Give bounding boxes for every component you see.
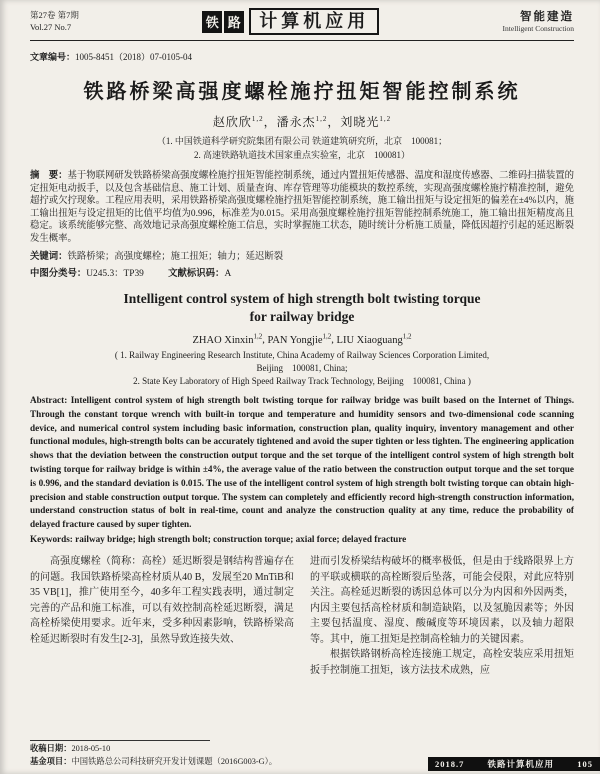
- clc-number: 中图分类号：U245.3：TP39: [30, 269, 144, 279]
- author-name: 潘永杰$^{1,2}$: [276, 115, 328, 129]
- journal-logo-char-2: 路: [224, 11, 244, 33]
- footnote: [30, 740, 330, 768]
- keywords-en: [30, 534, 574, 544]
- author-separator: ,: [262, 334, 268, 346]
- volume-info: [30, 10, 79, 33]
- article-number-label: 文章编号：: [30, 52, 76, 62]
- author-name-en: ZHAO Xinxin$^{1,2}$: [192, 332, 263, 346]
- abstract-label-en: Abstract:: [30, 395, 68, 406]
- clc-line: [30, 265, 574, 279]
- affiliations-en: [30, 349, 574, 388]
- footnote-divider: [30, 740, 210, 741]
- abstract-text-en: Intelligent control system of high strength bolt twisting torque for railway bridge was built based on the Internet of Things. Through the constant torque wrench with built-in torque and temperature and humidity sensors and two-dimensional code scanning device, and numerical control system including basic information, construction plan, quality inquiry, inventory management and other functional modules, high-strength bolts can be accurately tightened and avoid the super tighten or less tighten. The engineering application shows that the deviation between the construction output torque and the set torque of the intelligent control system of high strength bolt twisting torque for railway bridge is within ±4%, the average value of the ratio between the construction output torque and the set torque is 0.996, and the standard deviation is 0.015. The use of the intelligent control system of high strength bolt twisting torque can obtain high-precision and stable construction output torque. The system can completely and efficiently record high-strength construction information, understand construction status of bolt in real-time, count and analyze the construction quality at any time, reduce the probability of delayed fracture caused by super tighten.: [30, 395, 574, 530]
- volume-en: Vol.27 No.7: [30, 21, 72, 32]
- received-date-label: 收稿日期：: [30, 744, 72, 754]
- author-affiliation-sup: 1,2: [251, 115, 264, 123]
- footer-issue: 2018.7: [435, 759, 465, 769]
- keywords-text-cn: 铁路桥梁；高强度螺栓；施工扭矩；轴力；延迟断裂: [67, 252, 284, 262]
- abstract-label-cn: 摘 要：: [30, 171, 68, 181]
- abstract-cn: [30, 170, 574, 245]
- fund-project-value: 中国铁路总公司科技研究开发计划课题（2016G003-G）。: [71, 756, 278, 766]
- author-affiliation-sup: 1,2: [402, 332, 412, 341]
- body-paragraph: 进而引发桥梁结构破坏的概率极低，但是由于线路限界上方的平联或横联的高栓断裂后坠落，可能会侵限，对此应特别关注。高栓延迟断裂的诱因总体可以分为内因和外因两类，内因主要包括高栓材质和制造缺陷，以及氢脆因素等；外因主要包括温度、湿度、酸碱度等环境因素，以及轴力超限等。其中，施工扭矩是控制高栓轴力的关键因素。: [310, 556, 574, 645]
- abstract-text-cn: 基于物联网研发铁路桥梁高强度螺栓施拧扭矩智能控制系统，通过内置扭矩传感器、温度和湿度传感器、二维码扫描装置的定扭矩电动扳手，以及包含基础信息、施工计划、质量查询、库存管理等功能模块的数控系统，实现高强度螺栓施拧精准控制，避免超拧或欠拧现象。工程应用表明，采用铁路桥梁高强度螺栓施拧扭矩智能控制系统，施工输出扭矩与设定扭矩的偏差在±4%以内，施工输出扭矩与设定扭矩的比值平均值为0.996，标准差为0.015。采用高强度螺栓施拧扭矩智能控制系统施工，施工输出扭矩精度高且稳定。该系统能够完整、高效地记录高强度螺栓施工信息，实时掌握施工状态，随时统计分析施工质量，降低因超拧引起的延迟断裂发生概率。: [30, 171, 574, 244]
- fund-project-label: 基金项目：: [30, 756, 72, 766]
- body-column-right: [310, 554, 574, 678]
- affiliation-line-en: 2. State Key Laboratory of High Speed Railway Track Technology, Beijing 100081, China ): [133, 376, 471, 387]
- section-name-cn: 智能建造: [520, 10, 574, 23]
- paper-title-en: [30, 290, 574, 326]
- body-paragraph: 高强度螺栓（简称：高栓）延迟断裂是钢结构普遍存在的问题。我国铁路桥梁高栓材质从40 B，发展至20 MnTiB和35 VB[1]，推广使用至今，40多年工程实践表明，通过制定完善的产品和施工标准，可以有效控制高栓延迟断裂，满足高栓桥梁使用要求。近年来，受多种因素影响，铁路桥梁高栓延迟断裂时有发生[2-3]，虽然导致连接失效、: [30, 556, 294, 645]
- author-name-en: PAN Yongjie$^{1,2}$: [267, 332, 332, 346]
- author-name: 刘晓光$^{1,2}$: [340, 115, 392, 129]
- article-number-line: [30, 50, 574, 63]
- abstract-en: [30, 394, 574, 532]
- paper-title-en-line2: for railway bridge: [249, 309, 355, 325]
- keywords-label-cn: 关键词：: [30, 252, 68, 262]
- author-affiliation-sup: 1,2: [253, 332, 263, 341]
- page-header: [30, 6, 574, 35]
- footer-journal-name: 铁路计算机应用: [487, 759, 555, 769]
- author-affiliation-sup: 1,2: [379, 115, 392, 123]
- paper-title-en-line1: Intelligent control system of high strength bolt twisting torque: [123, 291, 481, 306]
- masthead-title: 计算机应用: [249, 8, 379, 35]
- section-info: [503, 10, 574, 34]
- affiliation-line: （1. 中国铁道科学研究院集团有限公司 铁道建筑研究所，北京 100081；: [156, 136, 448, 146]
- affiliation-line: 2. 高速铁路轨道技术国家重点实验室，北京 100081）: [193, 149, 410, 160]
- article-number-value: 1005-8451（2018）07-0105-04: [75, 52, 193, 62]
- volume-cn: 第27卷 第7期: [30, 10, 79, 21]
- author-separator: ，: [327, 115, 341, 129]
- author-affiliation-sup: 1,2: [322, 332, 332, 341]
- keywords-label-en: Keywords:: [30, 534, 73, 545]
- received-date-value: 2018-05-10: [71, 744, 111, 754]
- authors-en: [30, 332, 574, 346]
- masthead: [202, 8, 379, 35]
- affiliation-line-en: Beijing 100081, China;: [256, 362, 348, 373]
- journal-logo: [202, 11, 244, 33]
- received-date-line: [30, 743, 330, 755]
- footer-bar: [428, 757, 600, 771]
- section-name-en: Intelligent Construction: [502, 24, 574, 33]
- body-column-left: [30, 554, 294, 678]
- keywords-text-en: railway bridge; high strength bolt; construction torque; axial force; delayed fracture: [75, 534, 407, 545]
- body-columns: [30, 554, 574, 678]
- header-divider: [30, 40, 574, 41]
- journal-logo-char-1: 铁: [202, 11, 222, 33]
- footer-page-number: 105: [577, 759, 593, 769]
- authors-cn: [30, 113, 574, 130]
- fund-project-line: [30, 756, 330, 768]
- body-paragraph: 根据铁路钢桥高栓连接施工规定，高栓安装应采用扭矩扳手控制施工扭矩，该方法技术成熟，应: [310, 649, 574, 676]
- affiliations-cn: [30, 135, 574, 162]
- author-name: 赵欣欣$^{1,2}$: [212, 115, 264, 129]
- author-name-en: LIU Xiaoguang$^{1,2}$: [336, 332, 412, 346]
- author-separator: ,: [331, 334, 337, 346]
- author-separator: ，: [263, 115, 277, 129]
- author-affiliation-sup: 1,2: [315, 115, 328, 123]
- document-code: 文献标识码：A: [168, 269, 232, 279]
- keywords-cn: [30, 248, 574, 262]
- paper-title-cn: 铁路桥梁高强度螺栓施拧扭矩智能控制系统: [83, 81, 521, 103]
- affiliation-line-en: ( 1. Railway Engineering Research Institute, China Academy of Railway Sciences Corporation Limited,: [114, 349, 490, 360]
